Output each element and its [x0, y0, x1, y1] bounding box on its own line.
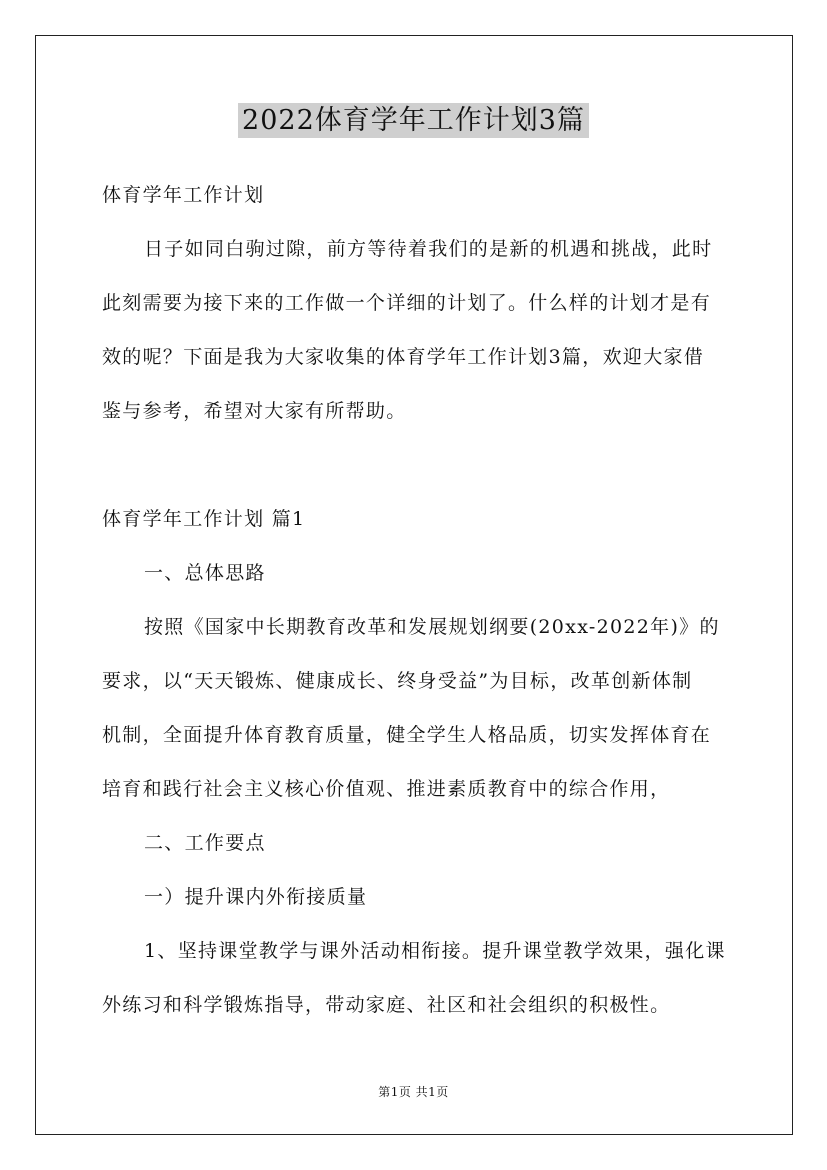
subsection-heading: 一、总体思路	[144, 562, 266, 584]
paragraph-line: 日子如同白驹过隙，前方等待着我们的是新的机遇和挑战，此时	[144, 238, 713, 260]
page-footer: 第1页 共1页	[378, 1085, 449, 1099]
paragraph-line: 培育和践行社会主义核心价值观、推进素质教育中的综合作用，	[102, 778, 671, 800]
paragraph-line: 机制，全面提升体育教育质量，健全学生人格品质，切实发挥体育在	[102, 724, 712, 746]
paragraph-line: 要求，以“天天锻炼、健康成长、终身受益”为目标，改革创新体制	[102, 670, 693, 692]
paragraph-line: 鉴与参考，希望对大家有所帮助。	[102, 400, 407, 422]
section-heading: 体育学年工作计划 篇1	[102, 508, 306, 530]
document-title: 2022体育学年工作计划3篇	[238, 103, 589, 138]
subsection-heading: 一）提升课内外衔接质量	[144, 886, 368, 908]
paragraph-line: 外练习和科学锻炼指导，带动家庭、社区和社会组织的积极性。	[102, 994, 671, 1016]
paragraph-line: 1、坚持课堂教学与课外活动相衔接。提升课堂教学效果，强化课	[144, 940, 726, 962]
document-title-wrap	[0, 98, 827, 137]
paragraph-line: 此刻需要为接下来的工作做一个详细的计划了。什么样的计划才是有	[102, 292, 712, 314]
paragraph-line: 按照《国家中长期教育改革和发展规划纲要(20xx-2022年)》的	[144, 616, 720, 638]
paragraph-line: 效的呢？下面是我为大家收集的体育学年工作计划3篇，欢迎大家借	[102, 346, 705, 368]
subsection-heading: 二、工作要点	[144, 832, 266, 854]
section-heading: 体育学年工作计划	[102, 184, 265, 206]
